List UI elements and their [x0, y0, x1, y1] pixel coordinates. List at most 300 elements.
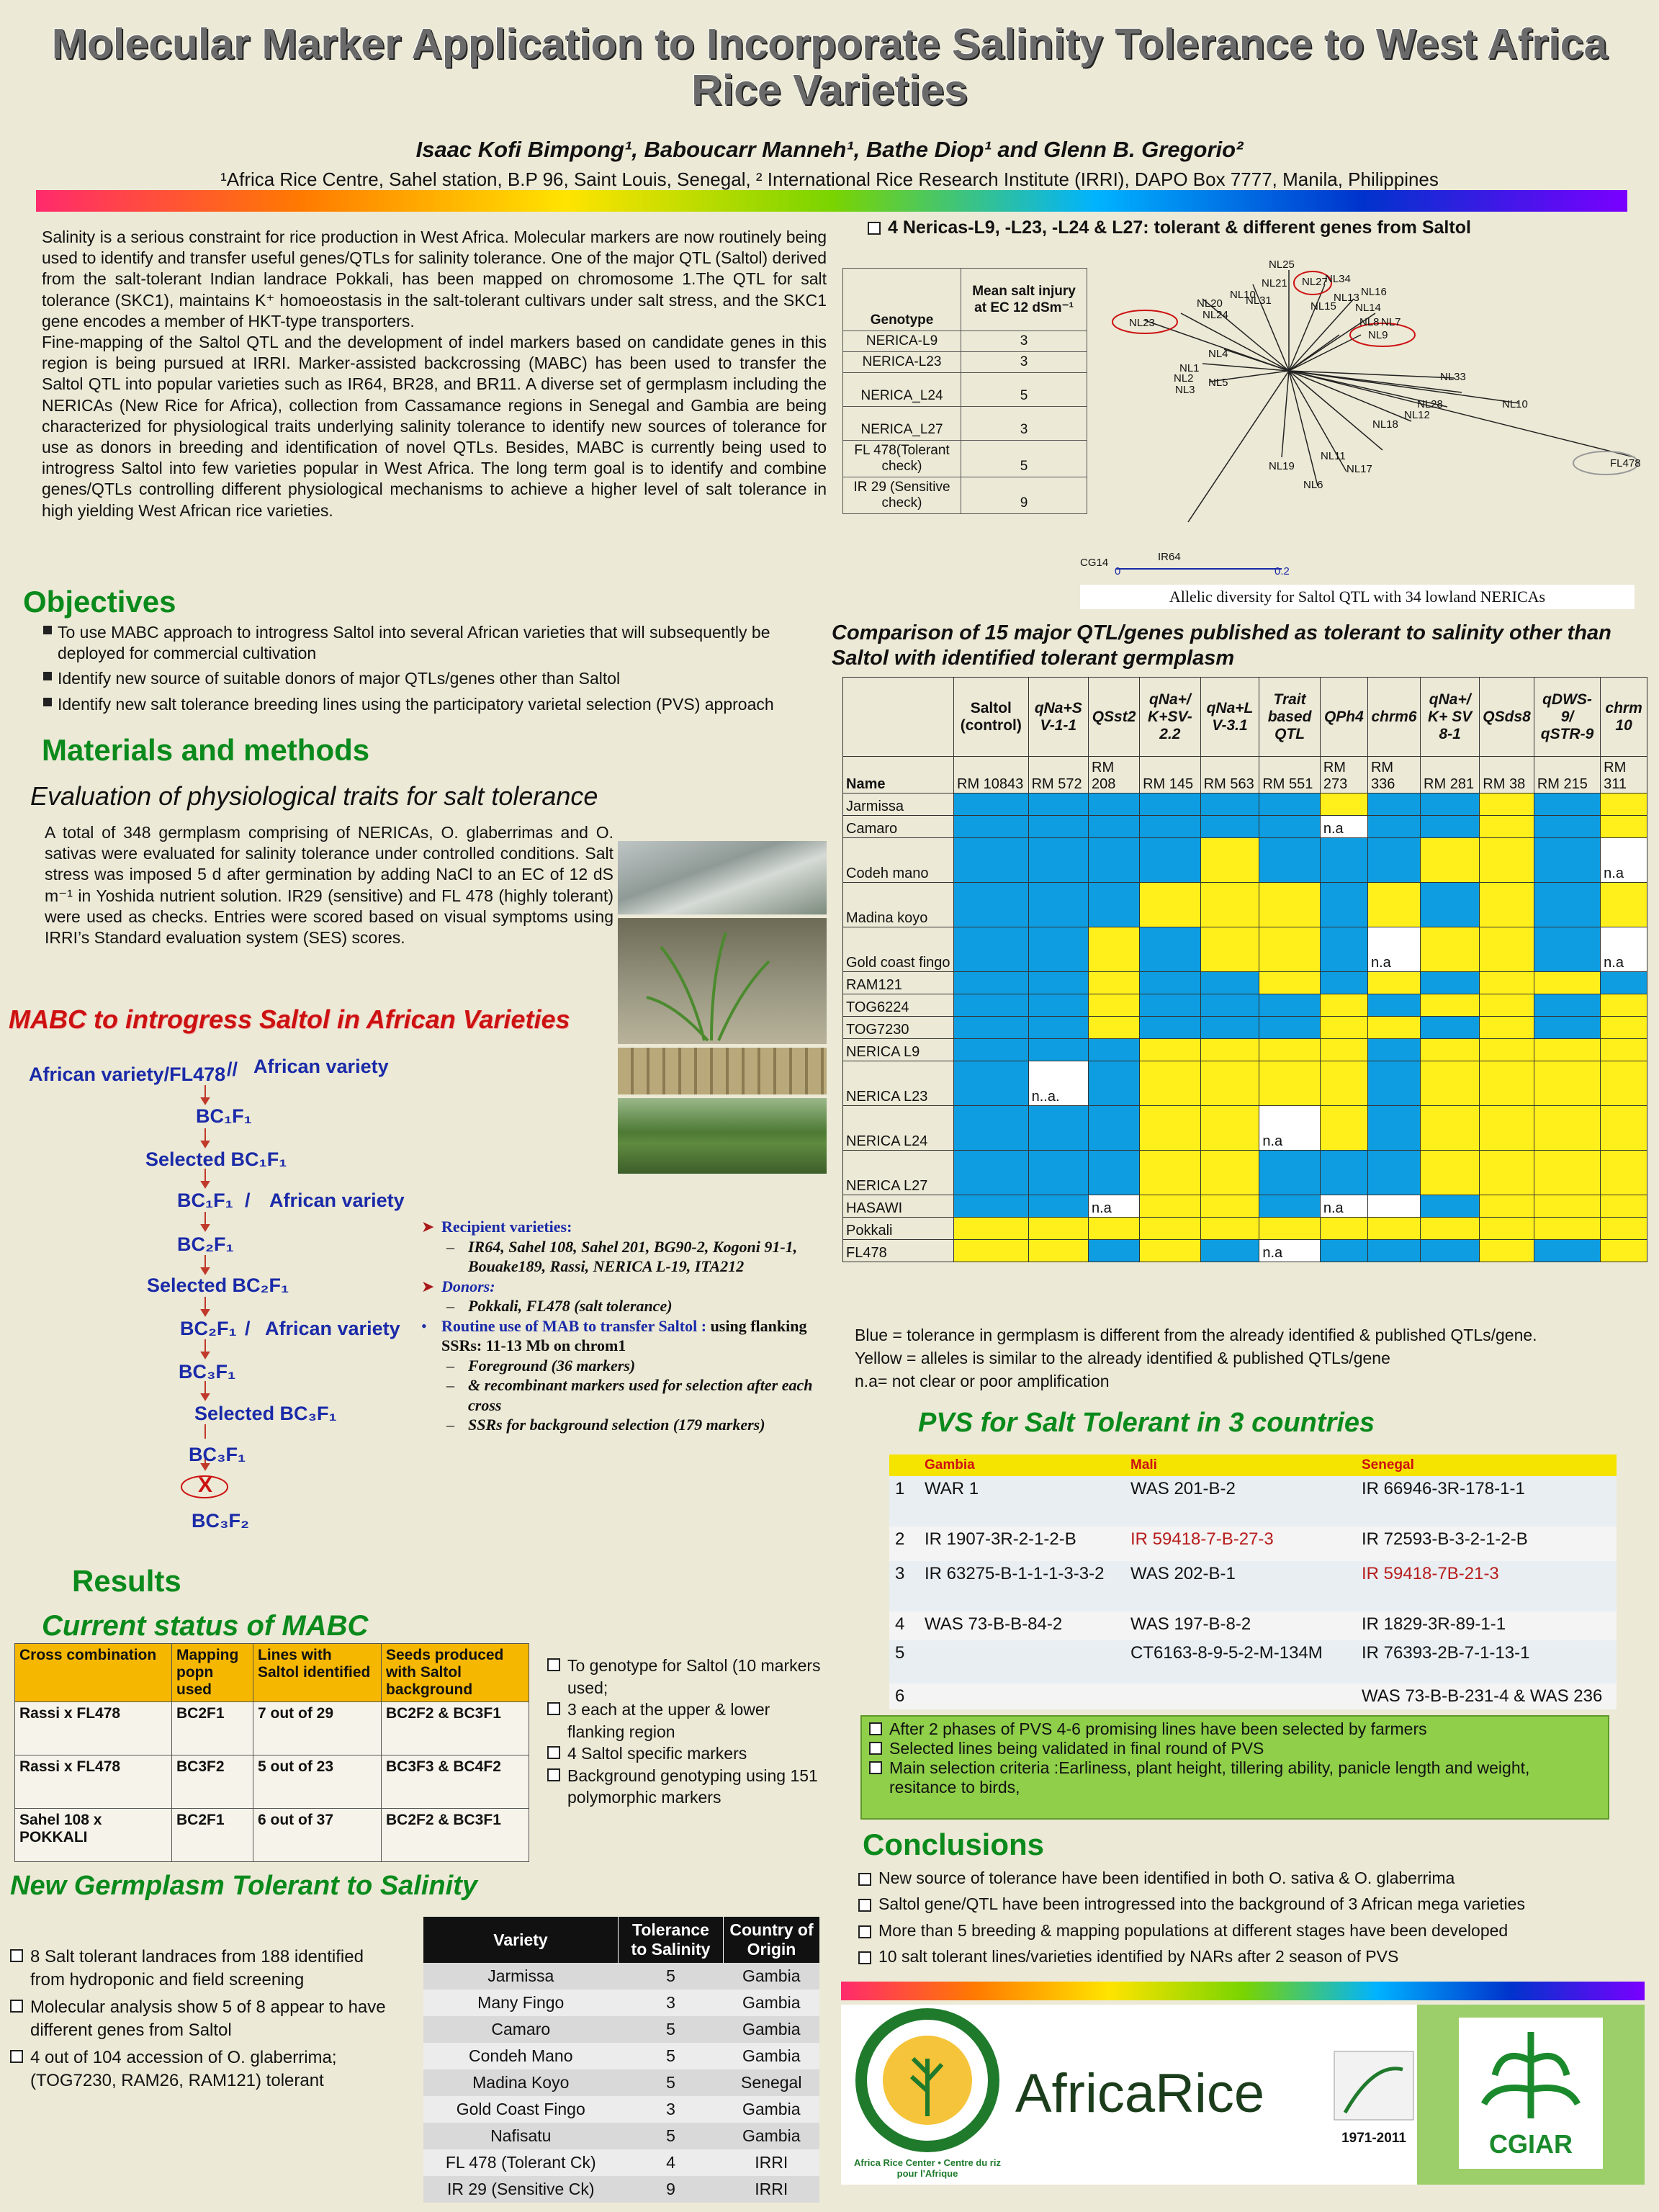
- mabc-step: BC₃F₂: [192, 1510, 249, 1532]
- dot-bullet-icon: •: [421, 1316, 427, 1335]
- results-notes: [547, 1655, 828, 1809]
- qtl-cell: [1421, 1151, 1480, 1195]
- qtl-cell: [1367, 1218, 1420, 1240]
- tree-label: IR64: [1158, 551, 1181, 563]
- qtl-cell: n.a: [1320, 816, 1367, 838]
- pvs-note: Main selection criteria :Earliness, plant height, tillering ability, panicle length and weight, resitance to birds,: [869, 1758, 1601, 1797]
- tree-label: NL3: [1175, 384, 1195, 396]
- qtl-cell: [1200, 1017, 1259, 1039]
- qtl-column-header: qDWS-9/ qSTR-9: [1534, 678, 1600, 757]
- qtl-cell: [1028, 883, 1088, 927]
- bullet-icon: [43, 626, 52, 634]
- qtl-cell: [1367, 1017, 1420, 1039]
- pvs-row: 1 WAR 1 WAS 201-B-2 IR 66946-3R-178-1-1: [889, 1476, 1617, 1527]
- qtl-cell: [1480, 1195, 1534, 1218]
- qtl-cell: [1601, 1240, 1647, 1262]
- qtl-cell: [1421, 883, 1480, 927]
- qtl-cell: [954, 1151, 1029, 1195]
- qtl-cell: [1534, 1151, 1600, 1195]
- qtl-corner-cell: [843, 678, 954, 757]
- qtl-row: [843, 927, 1647, 972]
- qtl-cell: [1089, 883, 1140, 927]
- qtl-cell: [1259, 816, 1321, 838]
- checkbox-bullet-icon: [868, 222, 881, 235]
- qtl-cell: [1140, 1195, 1201, 1218]
- dash-icon: –: [446, 1416, 454, 1434]
- table-row: Madina Koyo 5 Senegal: [423, 2069, 819, 2096]
- qtl-row-name: Jarmissa: [843, 793, 954, 816]
- routine-sub-row: [421, 1415, 821, 1435]
- qtl-cell: [1320, 1061, 1367, 1106]
- qtl-cell: [1534, 1240, 1600, 1262]
- qtl-marker-cell: RM 311: [1601, 757, 1647, 793]
- checkbox-bullet-icon: [869, 1761, 882, 1774]
- qtl-cell: [1320, 972, 1367, 994]
- qtl-cell: [1367, 793, 1420, 816]
- qtl-column-header: chrm6: [1367, 678, 1420, 757]
- qtl-header-row: [843, 678, 1647, 757]
- qtl-cell: [1534, 793, 1600, 816]
- mabc-heading: MABC to introgress Saltol in African Varieties: [9, 1004, 570, 1034]
- donors-list-row: [421, 1296, 821, 1316]
- qtl-cell: [1140, 994, 1201, 1017]
- qtl-cell: [1534, 927, 1600, 972]
- qtl-cell: [954, 1017, 1029, 1039]
- checkbox-bullet-icon: [10, 1949, 23, 1962]
- qtl-row: [843, 972, 1647, 994]
- routine-text: using flanking SSRs: 11-13 Mb on chrom1: [441, 1316, 807, 1354]
- pvs-col-senegal: Senegal: [1362, 1457, 1414, 1473]
- qtl-cell: [1320, 994, 1367, 1017]
- qtl-cell: [1421, 1061, 1480, 1106]
- mabc-slash: /: [245, 1318, 251, 1339]
- conclusions-heading: Conclusions: [863, 1827, 1045, 1861]
- qtl-column-header: qNa+S V-1-1: [1028, 678, 1088, 757]
- germplasm-note: Molecular analysis show 5 of 8 appear to have different genes from Saltol: [10, 1996, 403, 2042]
- qtl-cell: [954, 994, 1029, 1017]
- table-row: IR 29 (Sensitive Ck) 9 IRRI: [423, 2176, 819, 2203]
- africarice-seal-text: Africa Rice Center • Centre du riz pour l'Afrique: [854, 2157, 1001, 2179]
- routine-sub-1: Foreground (36 markers): [468, 1356, 636, 1375]
- qtl-cell: [1140, 1017, 1201, 1039]
- qtl-cell: [1367, 838, 1420, 883]
- qtl-cell: [1028, 1195, 1088, 1218]
- qtl-cell: [1601, 1218, 1647, 1240]
- qtl-cell: [1480, 883, 1534, 927]
- results-subheading: Current status of MABC: [42, 1610, 369, 1642]
- qtl-column-header: Saltol (control): [954, 678, 1029, 757]
- qtl-cell: [1200, 793, 1259, 816]
- checkbox-bullet-icon: [547, 1746, 560, 1759]
- mabc-african-variety: African variety: [265, 1318, 400, 1339]
- table-row: NERICA-L9 3: [843, 331, 1087, 352]
- donors-list: Pokkali, FL478 (salt tolerance): [468, 1297, 673, 1315]
- germplasm-note: 8 Salt tolerant landraces from 188 identified from hydroponic and field screening: [10, 1946, 403, 1992]
- results-heading: Results: [72, 1564, 181, 1598]
- qtl-cell: [1028, 1151, 1088, 1195]
- tree-label: NL31: [1246, 295, 1272, 307]
- qtl-cell: [1200, 1218, 1259, 1240]
- checkbox-bullet-icon: [869, 1722, 882, 1735]
- qtl-cell: [954, 1061, 1029, 1106]
- qtl-row-name: NERICA L27: [843, 1151, 954, 1195]
- objective-item: To use MABC approach to introgress Saltol into several African varieties that will subsequently be deployed for commercial cultivation: [43, 622, 806, 664]
- qtl-cell: [1320, 1039, 1367, 1061]
- qtl-cell: [1140, 838, 1201, 883]
- qtl-cell: [1320, 793, 1367, 816]
- tree-label: NL7: [1381, 316, 1401, 328]
- qtl-cell: [1534, 883, 1600, 927]
- tree-label: NL8: [1359, 316, 1380, 328]
- qtl-cell: [1367, 1195, 1420, 1218]
- scale-start: 0: [1115, 565, 1121, 577]
- qtl-cell: [1320, 927, 1367, 972]
- mabc-step: BC₁F₁: [177, 1190, 233, 1211]
- seedling-drawing: [618, 918, 827, 1044]
- pvs-row: 6 WAS 73-B-B-231-4 & WAS 236: [889, 1683, 1617, 1709]
- conclusions-list: [858, 1865, 1643, 1969]
- qtl-column-header: QPh4: [1320, 678, 1367, 757]
- donors-label: Donors:: [441, 1277, 495, 1295]
- pvs-notes: [860, 1715, 1609, 1820]
- checkbox-bullet-icon: [10, 2050, 23, 2063]
- mabc-scheme: [108, 1084, 432, 1537]
- qtl-cell: n.a: [1089, 1195, 1140, 1218]
- qtl-cell: [1320, 1017, 1367, 1039]
- table-row: Jarmissa 5 Gambia: [423, 1963, 819, 1990]
- qtl-column-header: qNa+/ K+ SV 8-1: [1421, 678, 1480, 757]
- mabc-step: BC₃F₁: [179, 1361, 236, 1382]
- dash-icon: –: [446, 1297, 454, 1315]
- checkbox-bullet-icon: [10, 2000, 23, 2013]
- qtl-marker-cell: RM 145: [1140, 757, 1201, 793]
- qtl-cell: [1421, 838, 1480, 883]
- checkbox-bullet-icon: [858, 1899, 871, 1912]
- qtl-cell: [1421, 1218, 1480, 1240]
- table-row: Sahel 108 x POKKALI BC2F1 6 out of 37 BC2F2 & BC3F1: [15, 1809, 529, 1862]
- tree-label: NL6: [1303, 479, 1323, 491]
- qtl-row: [843, 1039, 1647, 1061]
- mabc-african-variety: African variety: [269, 1190, 405, 1211]
- qtl-legend: [855, 1323, 1537, 1393]
- qtl-cell: [1320, 883, 1367, 927]
- recipient-block: [421, 1217, 821, 1237]
- qtl-cell: [1601, 1151, 1647, 1195]
- tree-label: NL13: [1334, 292, 1359, 304]
- qtl-cell: [954, 1039, 1029, 1061]
- qtl-marker-cell: RM 281: [1421, 757, 1480, 793]
- qtl-cell: n.a: [1259, 1106, 1321, 1151]
- qtl-cell: [1200, 1240, 1259, 1262]
- qtl-cell: [1089, 972, 1140, 994]
- qtl-marker-cell: RM 273: [1320, 757, 1367, 793]
- routine-sub-3: SSRs for background selection (179 markers): [468, 1416, 765, 1434]
- qtl-comparison-table: [842, 677, 1647, 1262]
- qtl-cell: [1028, 927, 1088, 972]
- checkbox-bullet-icon: [858, 1925, 871, 1938]
- intro-section: [42, 227, 827, 521]
- cgiar-text: CGIAR: [1489, 2129, 1573, 2159]
- qtl-cell: [954, 793, 1029, 816]
- qtl-cell: [1028, 1240, 1088, 1262]
- qtl-cell: [954, 1106, 1029, 1151]
- qtl-cell: [1421, 972, 1480, 994]
- legend-yellow: Yellow = alleles is similar to the already identified & published QTLs/gene: [855, 1349, 1390, 1368]
- mabc-step: BC₁F₁: [196, 1105, 252, 1127]
- mabc-step: BC₃F₁: [189, 1444, 246, 1465]
- qtl-cell: [1140, 972, 1201, 994]
- conclusion-item: Saltol gene/QTL have been introgressed into the background of 3 African mega varieties: [858, 1891, 1643, 1917]
- qtl-cell: [1028, 793, 1088, 816]
- qtl-cell: [1089, 994, 1140, 1017]
- qtl-cell: [1320, 838, 1367, 883]
- methods-heading: Materials and methods: [42, 733, 370, 767]
- qtl-cell: [1200, 1151, 1259, 1195]
- qtl-cell: [1421, 1017, 1480, 1039]
- qtl-cell: n.a: [1320, 1195, 1367, 1218]
- qtl-cell: [1601, 883, 1647, 927]
- tree-label: NL10: [1502, 398, 1528, 410]
- tree-label: NL28: [1417, 398, 1443, 410]
- qtl-row-name: RAM121: [843, 972, 954, 994]
- qtl-cell: [1140, 1106, 1201, 1151]
- qtl-cell: [1140, 883, 1201, 927]
- footer-rainbow-bar: [841, 1982, 1645, 2000]
- intro-paragraph-1: Salinity is a serious constraint for rice production in West Africa. Molecular markers are now routinely being used to identify and transfer useful genes/QTLs for salinity tolerance. One of the major QTL (Saltol) derived from the salt-tolerant Indian landrace Pokkali, has been mapped on chromosome 1.The QTL for salt tolerance (SKC1), maintains K⁺ homoeostasis in the salt-tolerant cultivars under salt stress, and the SKC1 gene encodes a member of HKT-type transporters.: [42, 228, 827, 331]
- qtl-cell: [1028, 1218, 1088, 1240]
- qtl-cell: [954, 883, 1029, 927]
- qtl-cell: [1601, 1017, 1647, 1039]
- qtl-cell: [1089, 838, 1140, 883]
- nerica-table: [842, 268, 1087, 514]
- qtl-row-name: Gold coast fingo: [843, 927, 954, 972]
- tree-label: NL9: [1368, 329, 1388, 341]
- qtl-cell: [1601, 1106, 1647, 1151]
- table-row: FL 478(Tolerant check) 5: [843, 441, 1087, 477]
- qtl-cell: [1028, 972, 1088, 994]
- qtl-cell: [1200, 1106, 1259, 1151]
- table-header-row: [843, 269, 1087, 331]
- table-header-row: Variety Tolerance to Salinity Country of Origin: [423, 1917, 819, 1963]
- tree-label: NL5: [1208, 377, 1228, 389]
- qtl-cell: [1534, 994, 1600, 1017]
- pvs-row: 2 IR 1907-3R-2-1-2-B IR 59418-7-B-27-3 IR 72593-B-3-2-1-2-B: [889, 1527, 1617, 1561]
- table-row: NERICA_L27 3: [843, 407, 1087, 441]
- qtl-cell: n..a.: [1028, 1061, 1088, 1106]
- routine-block: [421, 1316, 821, 1356]
- qtl-cell: [1200, 883, 1259, 927]
- qtl-column-header: qNa+L V-3.1: [1200, 678, 1259, 757]
- checkbox-bullet-icon: [547, 1702, 560, 1715]
- qtl-cell: [1601, 1061, 1647, 1106]
- qtl-cell: [1601, 972, 1647, 994]
- qtl-cell: [1259, 1218, 1321, 1240]
- affiliation: ¹Africa Rice Centre, Sahel station, B.P 96, Saint Louis, Senegal, ² International Rice Research Institute (IRRI), DAPO Box 7777, Manila, Philippines: [220, 168, 1439, 190]
- qtl-cell: [1140, 816, 1201, 838]
- arrow-bullet-icon: ➤: [421, 1218, 435, 1236]
- qtl-marker-row: [843, 757, 1647, 793]
- tree-label: NL20: [1197, 297, 1223, 310]
- table-row: Condeh Mano 5 Gambia: [423, 2043, 819, 2069]
- qtl-column-header: qNa+/ K+SV-2.2: [1140, 678, 1201, 757]
- cgiar-wheat-icon: [1459, 2018, 1603, 2126]
- mabc-cross-sep: //: [227, 1058, 238, 1080]
- qtl-cell: [1421, 1039, 1480, 1061]
- mabc-african-variety: African variety: [253, 1056, 389, 1077]
- pvs-col-gambia: Gambia: [925, 1457, 975, 1473]
- tree-label: NL11: [1321, 450, 1346, 462]
- qtl-cell: [1140, 793, 1201, 816]
- mabc-step: Selected BC₁F₁: [145, 1148, 287, 1170]
- qtl-cell: [1259, 1061, 1321, 1106]
- qtl-marker-cell: RM 38: [1480, 757, 1534, 793]
- tree-label: CG14: [1080, 557, 1109, 569]
- legend-na: n.a= not clear or poor amplification: [855, 1372, 1110, 1391]
- tree-label: NL24: [1202, 309, 1228, 321]
- arrow-bullet-icon: ➤: [421, 1277, 435, 1295]
- tree-label: NL33: [1440, 371, 1466, 383]
- qtl-cell: [1200, 1039, 1259, 1061]
- qtl-cell: [1480, 1240, 1534, 1262]
- tree-label: NL25: [1269, 258, 1295, 271]
- qtl-row-name: NERICA L23: [843, 1061, 954, 1106]
- qtl-row-name: NERICA L24: [843, 1106, 954, 1151]
- cross-x-icon: X: [198, 1473, 213, 1497]
- qtl-cell: [1534, 838, 1600, 883]
- qtl-cell: [1259, 972, 1321, 994]
- qtl-cell: [1480, 838, 1534, 883]
- qtl-cell: [1534, 1061, 1600, 1106]
- qtl-cell: [1367, 1240, 1420, 1262]
- qtl-cell: [1200, 1061, 1259, 1106]
- qtl-row: [843, 1240, 1647, 1262]
- qtl-cell: [1320, 1106, 1367, 1151]
- qtl-cell: [1534, 1039, 1600, 1061]
- qtl-cell: [1259, 1151, 1321, 1195]
- qtl-cell: [1601, 1039, 1647, 1061]
- qtl-cell: [1200, 1195, 1259, 1218]
- qtl-row: [843, 816, 1647, 838]
- tree-label: NL2: [1174, 372, 1194, 385]
- tree-label: NL27: [1302, 276, 1328, 288]
- mabc-step: BC₂F₁: [180, 1318, 237, 1339]
- table-row: Many Fingo 3 Gambia: [423, 1990, 819, 2016]
- qtl-cell: [1480, 972, 1534, 994]
- table-row: FL 478 (Tolerant Ck) 4 IRRI: [423, 2149, 819, 2176]
- qtl-cell: [1367, 1039, 1420, 1061]
- qtl-cell: [1367, 1061, 1420, 1106]
- qtl-cell: [954, 1240, 1029, 1262]
- qtl-cell: [1089, 1039, 1140, 1061]
- checkbox-bullet-icon: [858, 1951, 871, 1964]
- qtl-cell: [1320, 1240, 1367, 1262]
- qtl-cell: [1259, 1039, 1321, 1061]
- qtl-cell: [954, 1195, 1029, 1218]
- qtl-cell: [1089, 1017, 1140, 1039]
- qtl-marker-cell: RM 572: [1028, 757, 1088, 793]
- conclusion-item: 10 salt tolerant lines/varieties identified by NARs after 2 season of PVS: [858, 1943, 1643, 1969]
- qtl-cell: [1259, 838, 1321, 883]
- qtl-cell: [1534, 1106, 1600, 1151]
- qtl-cell: [1534, 972, 1600, 994]
- qtl-row-name: TOG6224: [843, 994, 954, 1017]
- mabc-status-table: [14, 1643, 529, 1862]
- qtl-marker-cell: RM 208: [1089, 757, 1140, 793]
- qtl-cell: [1140, 1039, 1201, 1061]
- photo-seedling-trays: [618, 1048, 827, 1094]
- tree-label: NL10: [1230, 289, 1256, 301]
- qtl-cell: [1421, 927, 1480, 972]
- qtl-cell: [954, 1218, 1029, 1240]
- table-header-row: Cross combination Mapping popn used Lines with Saltol identified Seeds produced with Saltol background: [15, 1644, 529, 1702]
- qtl-cell: [1421, 1106, 1480, 1151]
- qtl-cell: [1534, 1017, 1600, 1039]
- pvs-note: Selected lines being validated in final round of PVS: [869, 1739, 1601, 1758]
- qtl-cell: [1200, 816, 1259, 838]
- mabc-step: Selected BC₂F₁: [147, 1274, 289, 1296]
- photo-hydroponic-trays: [618, 841, 827, 914]
- qtl-cell: [1480, 927, 1534, 972]
- objectives-list: [43, 622, 806, 715]
- qtl-cell: [1089, 1061, 1140, 1106]
- qtl-row-name: Madina koyo: [843, 883, 954, 927]
- qtl-cell: [1367, 1151, 1420, 1195]
- routine-label: Routine use of MAB to transfer Saltol :: [441, 1316, 707, 1335]
- cgiar-logo-panel: [1417, 2005, 1645, 2185]
- qtl-marker-cell: RM 215: [1534, 757, 1600, 793]
- qtl-row-name: Pokkali: [843, 1218, 954, 1240]
- qtl-cell: [1089, 1151, 1140, 1195]
- qtl-cell: [1140, 1240, 1201, 1262]
- qtl-row-name: TOG7230: [843, 1017, 954, 1039]
- mabc-step: BC₂F₁: [177, 1233, 234, 1255]
- germplasm-notes: [10, 1946, 403, 2092]
- qtl-row: [843, 1151, 1647, 1195]
- routine-sub-2: & recombinant markers used for selection after each cross: [468, 1376, 813, 1414]
- donors-block: [421, 1277, 821, 1297]
- poster-title: Molecular Marker Application to Incorporate Salinity Tolerance to West Africa Rice Varieties: [51, 20, 1608, 114]
- nerica-heading: 4 Nericas-L9, -L23, -L24 & L27: tolerant & different genes from Saltol: [868, 217, 1471, 238]
- qtl-cell: [1534, 1218, 1600, 1240]
- qtl-cell: [1200, 972, 1259, 994]
- qtl-cell: [1601, 994, 1647, 1017]
- results-note: To genotype for Saltol (10 markers used;: [547, 1655, 828, 1699]
- pvs-col-mali: Mali: [1130, 1457, 1157, 1473]
- table-row: Nafisatu 5 Gambia: [423, 2123, 819, 2149]
- table-row: Camaro 5 Gambia: [423, 2016, 819, 2043]
- mabc-details: [421, 1217, 821, 1435]
- tree-label: NL4: [1208, 348, 1228, 360]
- qtl-cell: [1089, 1106, 1140, 1151]
- table-row: Rassi x FL478 BC3F2 5 out of 23 BC3F3 & BC4F2: [15, 1755, 529, 1809]
- qtl-cell: [1028, 1039, 1088, 1061]
- routine-sub-row: [421, 1375, 821, 1415]
- table-row: NERICA-L23 3: [843, 352, 1087, 373]
- qtl-cell: [1480, 816, 1534, 838]
- qtl-cell: [1259, 1195, 1321, 1218]
- germplasm-table: [423, 1917, 819, 2203]
- table-row: IR 29 (Sensitive check) 9: [843, 477, 1087, 514]
- qtl-cell: [954, 972, 1029, 994]
- tree-label: NL17: [1346, 463, 1372, 475]
- qtl-cell: [1367, 816, 1420, 838]
- qtl-cell: [1089, 816, 1140, 838]
- qtl-cell: [1028, 994, 1088, 1017]
- tree-caption: Allelic diversity for Saltol QTL with 34 lowland NERICAs: [1080, 585, 1635, 609]
- mabc-cross: African variety/FL478: [29, 1064, 226, 1085]
- dash-icon: –: [446, 1237, 454, 1256]
- qtl-cell: [954, 927, 1029, 972]
